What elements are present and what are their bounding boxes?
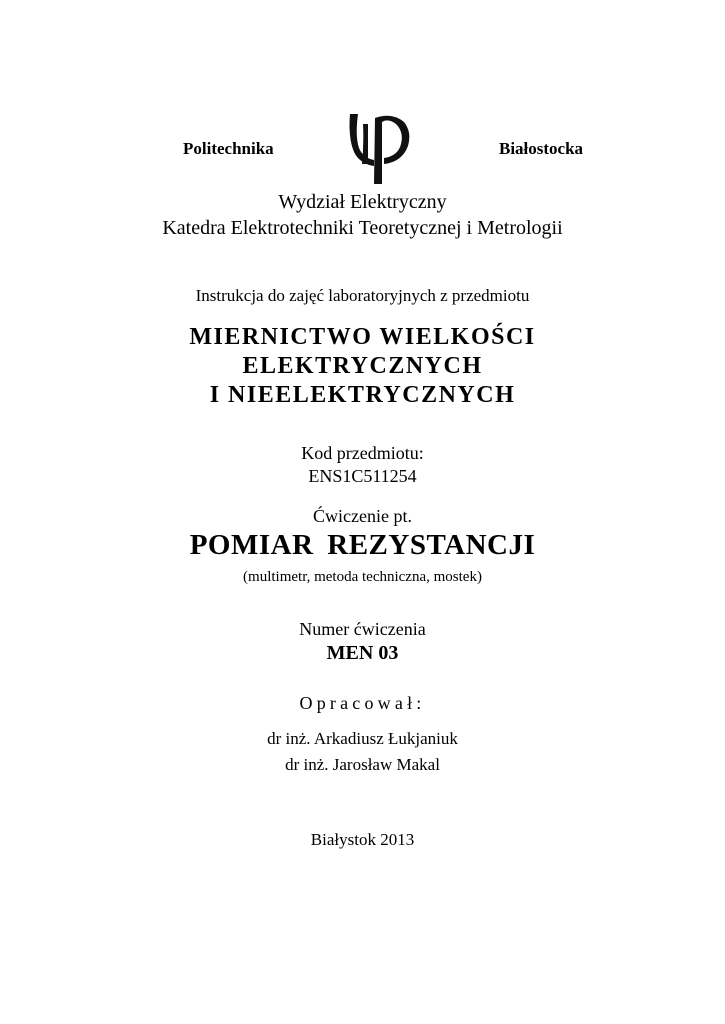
exercise-subtitle: (multimetr, metoda techniczna, mostek)	[243, 569, 482, 585]
exercise-number: MEN 03	[326, 642, 399, 664]
place-year: Białystok 2013	[310, 830, 415, 849]
exercise-title: POMIAR REZYSTANCJI	[189, 529, 536, 561]
course-title-line: MIERNICTWO WIELKOŚCI	[189, 324, 536, 350]
prepared-by-label: Opracował:	[299, 693, 426, 713]
course-title-line: I NIEELEKTRYCZNYCH	[209, 382, 516, 408]
author-name: dr inż. Arkadiusz Łukjaniuk	[267, 729, 458, 748]
exercise-label: Ćwiczenie pt.	[313, 506, 412, 526]
course-code-label: Kod przedmiotu:	[301, 443, 424, 463]
faculty-name: Wydział Elektryczny	[278, 191, 447, 213]
exercise-number-label: Numer ćwiczenia	[299, 619, 426, 639]
course-code: ENS1C511254	[308, 466, 417, 486]
instruction-intro: Instrukcja do zajęć laboratoryjnych z przedmiotu	[195, 286, 530, 305]
university-name-left: Politechnika	[183, 139, 274, 158]
course-title-line: ELEKTRYCZNYCH	[242, 353, 483, 379]
pb-university-logo-icon	[346, 108, 412, 184]
department-name: Katedra Elektrotechniki Teoretycznej i Metrologii	[162, 217, 563, 239]
author-name: dr inż. Jarosław Makal	[285, 755, 440, 774]
university-name-right: Białostocka	[499, 139, 584, 158]
